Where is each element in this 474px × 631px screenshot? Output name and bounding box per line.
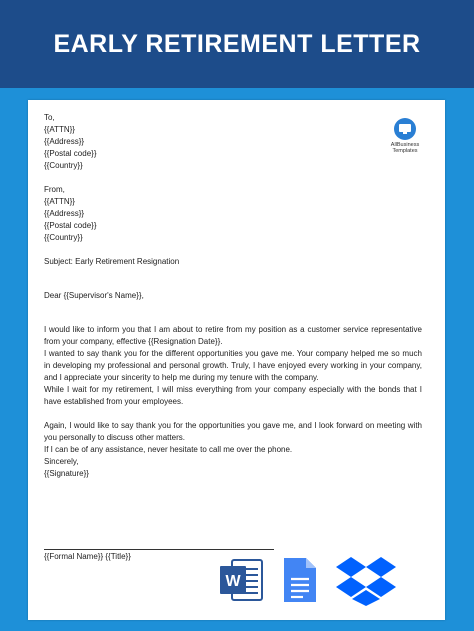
from-label: From, [44,185,65,194]
signature-line [44,549,274,550]
signature: {{Signature}} [44,469,89,478]
title-banner [0,0,474,88]
from-postal-code: {{Postal code}} [44,221,97,230]
from-address: {{Address}} [44,209,85,218]
brand-name-line1: AllBusiness [390,142,420,148]
to-country: {{Country}} [44,161,83,170]
from-attn: {{ATTN}} [44,197,75,206]
to-label: To, [44,113,55,122]
letter-page [28,100,445,620]
to-postal-code: {{Postal code}} [44,149,97,158]
dropbox-icon[interactable] [334,555,398,607]
letter-body [44,112,422,480]
sender-address [44,184,422,244]
paragraph-3: Again, I would like to say thank you for the opportunities you gave me, and I look forward on meeting with you personally to discuss other matters. [44,421,422,442]
subject-line: Subject: Early Retirement Resignation [44,257,180,266]
paragraph-2 [44,348,422,408]
paragraph-4: If I can be of any assistance, never hesitate to call me over the phone. [44,445,293,454]
paragraph-1: I would like to inform you that I am about to retire from my position as a customer service representative from your company, effective {{Resignation Date}}. [44,325,422,346]
paragraph-2a: I wanted to say thank you for the different opportunities you gave me. Your company helped me so much in developing my professional and personal growth. Truly, I have enjoyed every working in your company, and I appreciate your sincerity to help me during my tenure with the company. [44,349,422,382]
paragraph-2b: While I wait for my retirement, I will miss everything from your company especially with the bonds that I have established from your employees. [44,385,422,406]
page-title: EARLY RETIREMENT LETTER [53,29,421,58]
recipient-address [44,112,422,172]
google-docs-icon[interactable] [280,555,320,605]
formal-name-title: {{Formal Name}} {{Title}} [44,552,131,561]
to-attn: {{ATTN}} [44,125,75,134]
from-country: {{Country}} [44,233,83,242]
closing: Sincerely, [44,457,79,466]
greeting: Dear {{Supervisor's Name}}, [44,291,144,300]
word-icon[interactable] [218,555,264,605]
brand-name-line2: Templates [392,148,418,154]
svg-text:W: W [225,573,241,590]
to-address: {{Address}} [44,137,85,146]
